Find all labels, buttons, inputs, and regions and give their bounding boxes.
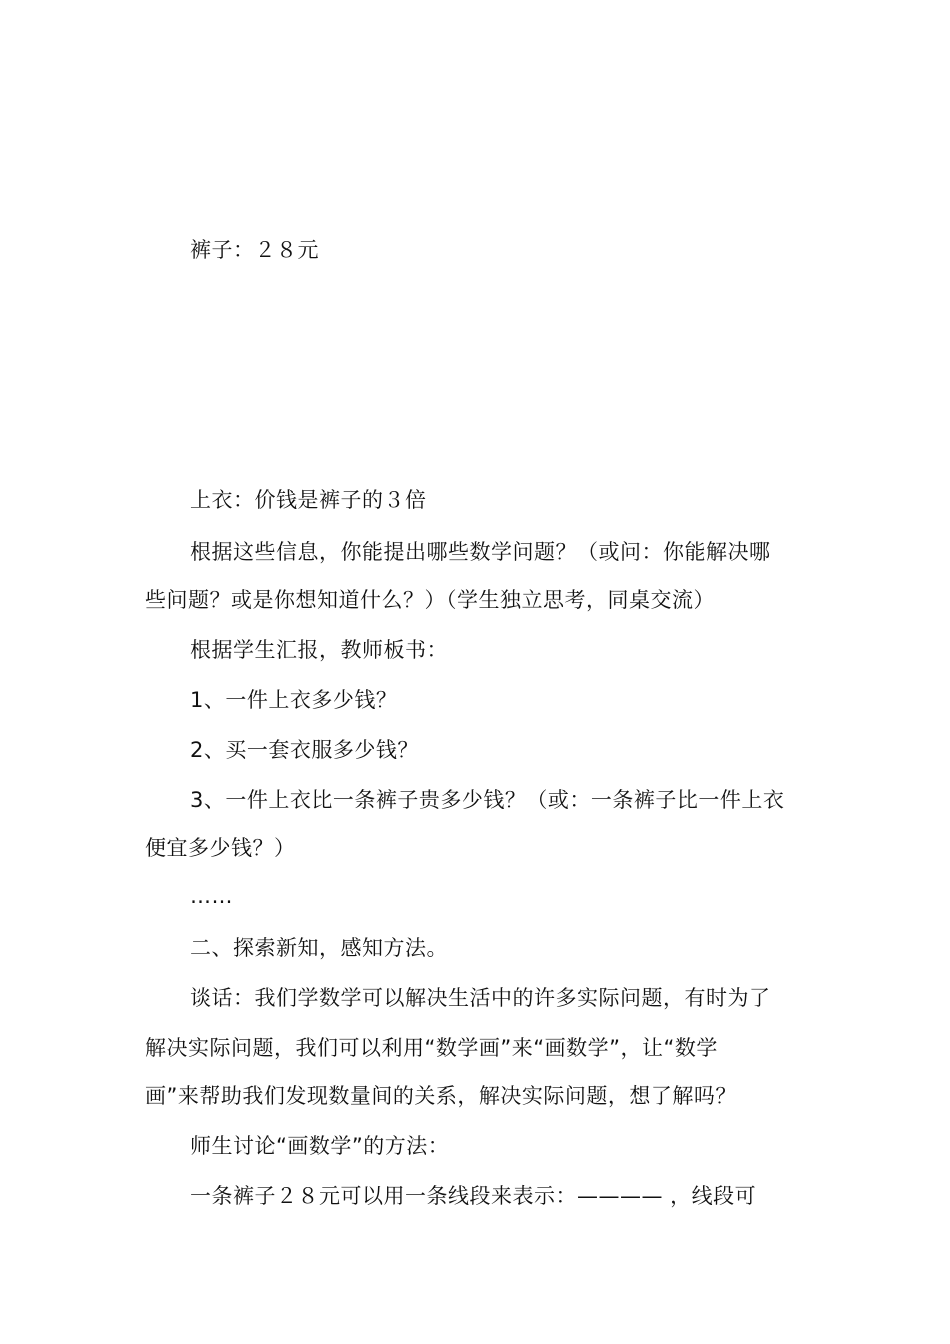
text-line-talk-cont-2: 画”来帮助我们发现数量间的关系，解决实际问题，想了解吗？ [145, 1084, 737, 1108]
text-line-question-3-cont: 便宜多少钱？） [145, 836, 296, 860]
text-line-pants-price: 裤子：２８元 [190, 238, 319, 262]
text-line-question-2: 2、买一套衣服多少钱？ [190, 738, 419, 762]
text-line-talk-cont-1: 解决实际问题，我们可以利用“数学画”来“画数学”，让“数学 [145, 1036, 718, 1060]
text-line-jacket-price: 上衣：价钱是裤子的３倍 [190, 488, 427, 512]
text-line-board-notes: 根据学生汇报，教师板书： [190, 638, 448, 662]
text-line-discussion: 师生讨论“画数学”的方法： [190, 1134, 450, 1158]
text-line-question-prompt-cont: 些问题？或是你想知道什么？）（学生独立思考，同桌交流） [145, 588, 715, 612]
section-heading-explore: 二、探索新知，感知方法。 [190, 936, 448, 960]
text-line-question-1: 1、一件上衣多少钱？ [190, 688, 398, 712]
text-line-ellipsis: …… [190, 884, 233, 908]
text-line-talk: 谈话：我们学数学可以解决生活中的许多实际问题，有时为了 [190, 986, 771, 1010]
text-line-question-3: 3、一件上衣比一条裤子贵多少钱？（或：一条裤子比一件上衣 [190, 788, 785, 812]
text-line-line-segment: 一条裤子２８元可以用一条线段来表示：———— ，线段可 [190, 1184, 757, 1208]
text-line-question-prompt: 根据这些信息，你能提出哪些数学问题？（或问：你能解决哪 [190, 540, 771, 564]
